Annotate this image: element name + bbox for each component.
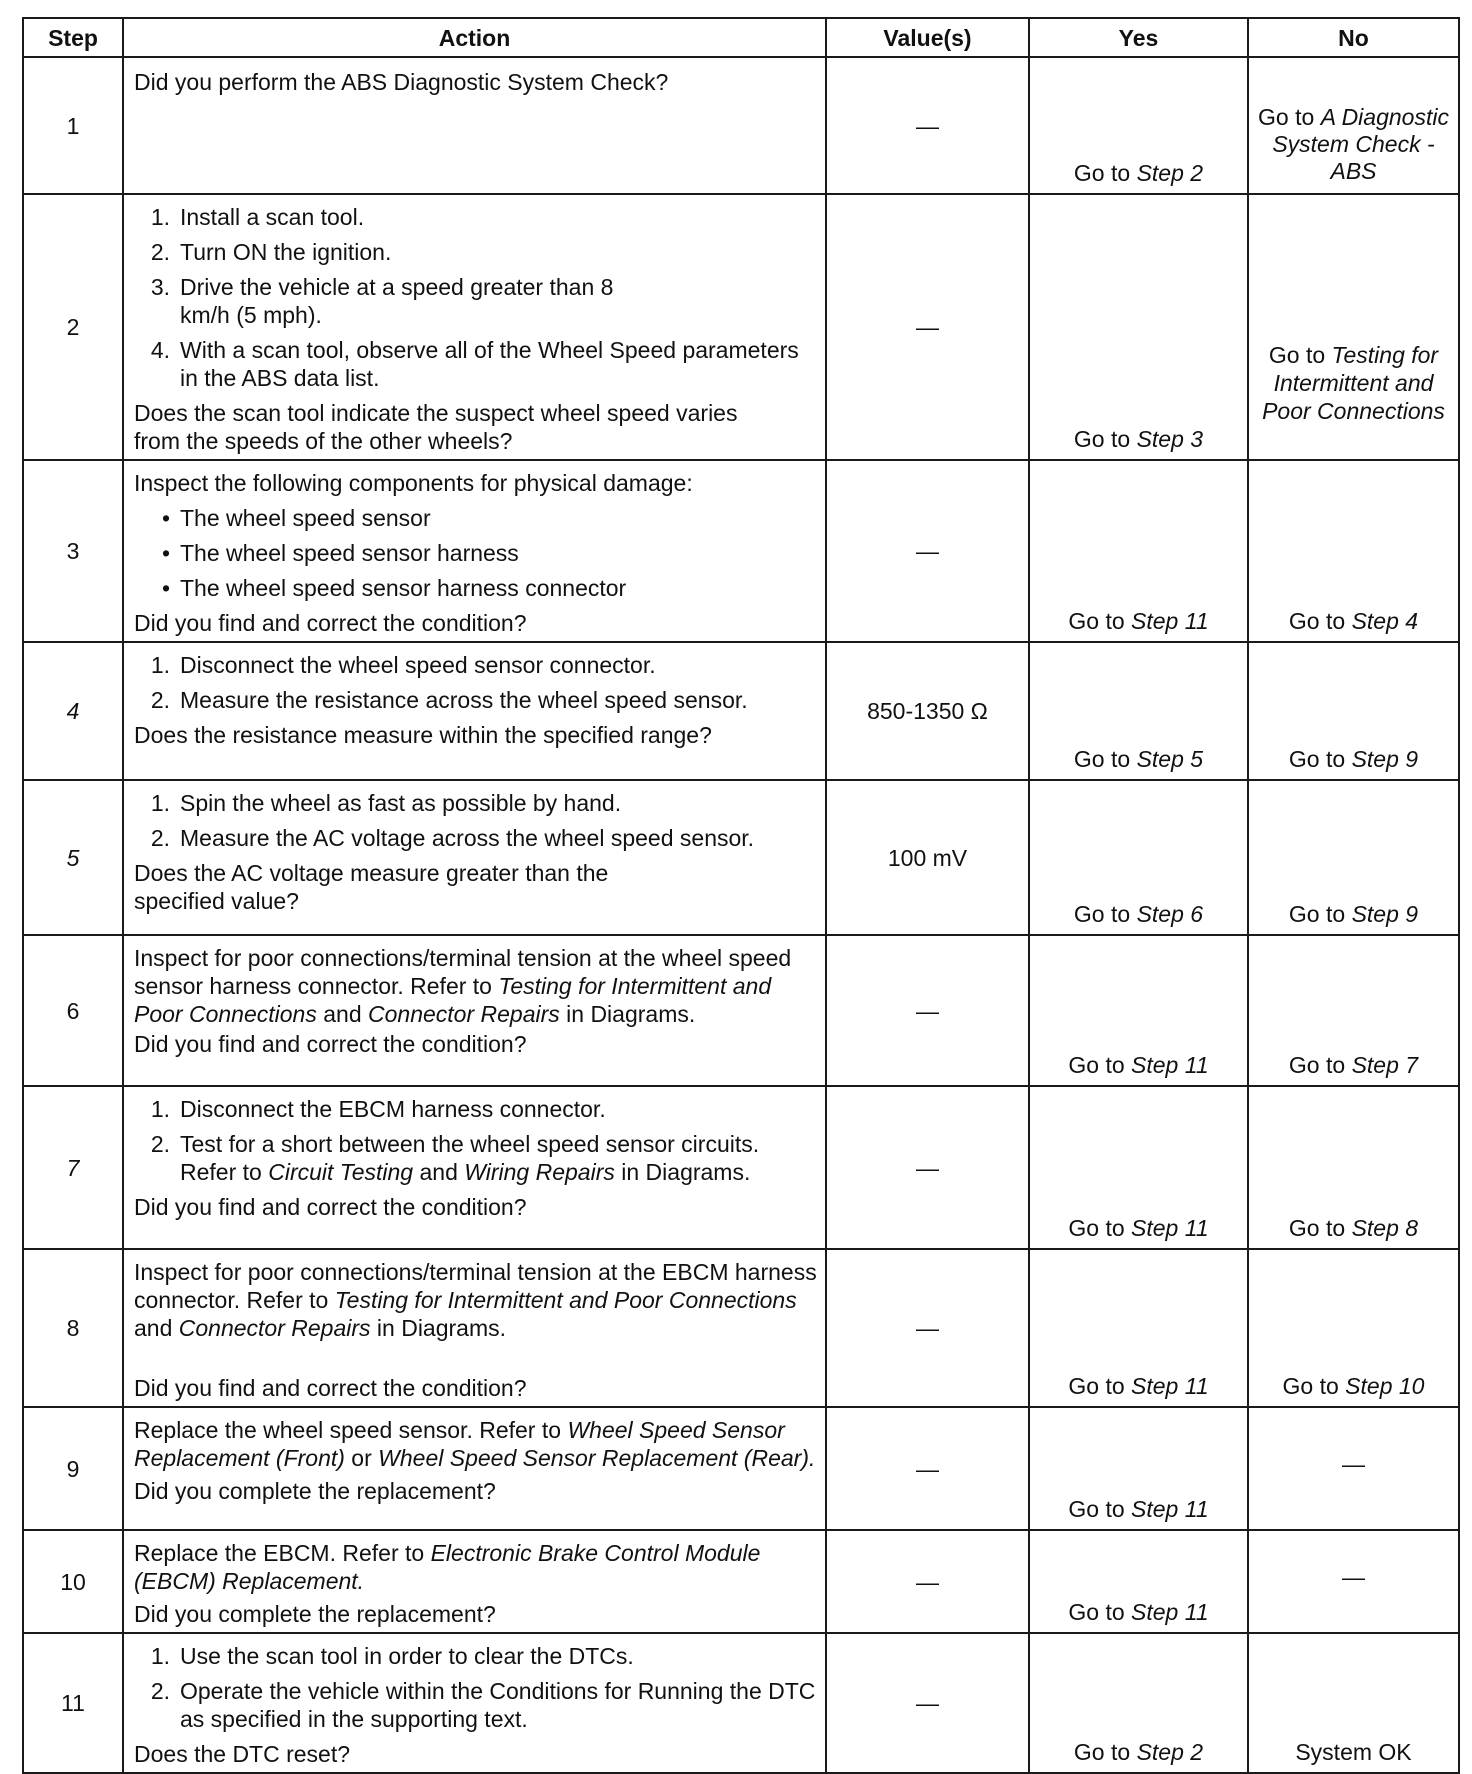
- header-value: Value(s): [826, 18, 1029, 57]
- table-row: [23, 194, 1459, 460]
- list-item: 1. Spin the wheel as fast as possible by hand.: [150, 790, 622, 816]
- yes-link[interactable]: Step 11: [1131, 1496, 1209, 1522]
- yes-prefix: Go to: [1068, 1496, 1132, 1522]
- no-cell: —: [1248, 1407, 1459, 1530]
- action-cell: [123, 1086, 826, 1249]
- action-question: Does the AC voltage measure greater than the specified value?: [134, 860, 609, 914]
- reference-link[interactable]: Circuit Testing: [268, 1159, 414, 1185]
- reference-link[interactable]: Connector Repairs: [178, 1315, 371, 1341]
- reference-link[interactable]: Wiring Repairs: [464, 1159, 615, 1185]
- action-question: Did you find and correct the condition?: [134, 1194, 527, 1220]
- header-row: [23, 18, 1459, 57]
- yes-cell: [1029, 935, 1248, 1086]
- table-row: [23, 780, 1459, 935]
- action-cell: [123, 642, 826, 780]
- list-item: 2. Measure the AC voltage across the wheel speed sensor.: [150, 825, 755, 851]
- yes-link[interactable]: Step 11: [1131, 1052, 1209, 1078]
- value-cell: —: [826, 1249, 1029, 1407]
- value-cell: —: [826, 1407, 1029, 1530]
- yes-link[interactable]: Step 11: [1131, 1215, 1209, 1241]
- reference-link[interactable]: Connector Repairs: [368, 1001, 560, 1027]
- yes-cell: [1029, 1249, 1248, 1407]
- table-row: [23, 1633, 1459, 1773]
- reference-link[interactable]: Testing for Intermittent and Poor Connections: [134, 973, 772, 1027]
- table-row: [23, 1407, 1459, 1530]
- step-number: 6: [23, 935, 123, 1086]
- yes-prefix: Go to: [1073, 901, 1137, 927]
- no-prefix: Go to: [1288, 746, 1352, 772]
- no-cell: [1248, 57, 1459, 194]
- value-cell: —: [826, 1530, 1029, 1633]
- yes-link[interactable]: Step 11: [1131, 608, 1209, 634]
- yes-cell: [1029, 460, 1248, 642]
- list-item: 1. Use the scan tool in order to clear the DTCs.: [150, 1643, 634, 1669]
- list-item: • The wheel speed sensor harness: [161, 540, 519, 566]
- no-link[interactable]: Step 8: [1351, 1215, 1419, 1241]
- value-cell: —: [826, 935, 1029, 1086]
- action-cell: [123, 1633, 826, 1773]
- yes-cell: [1029, 57, 1248, 194]
- no-cell: [1248, 935, 1459, 1086]
- yes-prefix: Go to: [1068, 1599, 1132, 1625]
- action-cell: [123, 194, 826, 460]
- no-prefix: Go to: [1268, 342, 1332, 368]
- yes-link[interactable]: Step 11: [1131, 1373, 1209, 1399]
- value-cell: —: [826, 1086, 1029, 1249]
- no-prefix: Go to: [1282, 1373, 1346, 1399]
- list-item: 4. With a scan tool, observe all of the Wheel Speed parameters in the ABS data list.: [150, 337, 799, 391]
- header-action: Action: [123, 18, 826, 57]
- header-step: Step: [23, 18, 123, 57]
- step-number: 3: [23, 460, 123, 642]
- yes-link[interactable]: Step 2: [1136, 1739, 1204, 1765]
- action-question: Does the DTC reset?: [134, 1741, 351, 1767]
- no-prefix: Go to: [1288, 608, 1352, 634]
- no-prefix: Go to: [1288, 1215, 1352, 1241]
- yes-link[interactable]: Step 2: [1136, 160, 1204, 186]
- no-cell: —: [1248, 1530, 1459, 1633]
- no-cell: [1248, 460, 1459, 642]
- list-item: 3. Drive the vehicle at a speed greater than 8 km/h (5 mph).: [150, 274, 614, 328]
- no-link[interactable]: Testing for Intermittent and Poor Connections: [1262, 342, 1445, 424]
- header-yes: Yes: [1029, 18, 1248, 57]
- action-question: Did you find and correct the condition?: [134, 610, 527, 636]
- action-cell: [123, 935, 826, 1086]
- yes-cell: [1029, 780, 1248, 935]
- reference-link[interactable]: Testing for Intermittent and Poor Connections: [334, 1287, 797, 1313]
- value-cell: 100 mV: [826, 780, 1029, 935]
- no-link[interactable]: A Diagnostic System Check - ABS: [1272, 104, 1449, 184]
- yes-cell: [1029, 1530, 1248, 1633]
- no-prefix: Go to: [1258, 104, 1321, 130]
- no-cell: [1248, 780, 1459, 935]
- table-row: [23, 57, 1459, 194]
- no-cell: [1248, 642, 1459, 780]
- yes-prefix: Go to: [1073, 1739, 1137, 1765]
- no-prefix: Go to: [1288, 901, 1352, 927]
- step-number: 4: [23, 642, 123, 780]
- action-cell: [123, 460, 826, 642]
- no-link[interactable]: Step 10: [1345, 1373, 1425, 1399]
- step-number: 2: [23, 194, 123, 460]
- yes-prefix: Go to: [1073, 746, 1137, 772]
- yes-prefix: Go to: [1073, 426, 1137, 452]
- list-item: 1. Disconnect the EBCM harness connector.: [150, 1096, 606, 1122]
- reference-link[interactable]: Wheel Speed Sensor Replacement (Rear).: [378, 1445, 816, 1471]
- action-text: Replace the EBCM. Refer to Electronic Brake Control Module (EBCM) Replacement.: [134, 1540, 761, 1594]
- step-number: 5: [23, 780, 123, 935]
- table-row: [23, 460, 1459, 642]
- action-intro: Inspect the following components for physical damage:: [134, 470, 693, 496]
- action-question: Did you complete the replacement?: [134, 1601, 496, 1627]
- no-cell: [1248, 1249, 1459, 1407]
- yes-cell: [1029, 1086, 1248, 1249]
- reference-link[interactable]: Electronic Brake Control Module (EBCM) Replacement.: [134, 1540, 761, 1594]
- yes-prefix: Go to: [1068, 608, 1132, 634]
- step-number: 11: [23, 1633, 123, 1773]
- yes-prefix: Go to: [1068, 1215, 1132, 1241]
- action-cell: [123, 57, 826, 194]
- step-number: 9: [23, 1407, 123, 1530]
- list-item: • The wheel speed sensor harness connector: [161, 575, 627, 601]
- table-row: [23, 1086, 1459, 1249]
- action-cell: [123, 780, 826, 935]
- yes-cell: [1029, 1633, 1248, 1773]
- value-cell: —: [826, 194, 1029, 460]
- no-link[interactable]: Step 7: [1351, 1052, 1419, 1078]
- numbered-list: [134, 203, 817, 392]
- action-text: Inspect for poor connections/terminal tension at the wheel speed sensor harness connector. Refer to Testing for Intermittent and Poor Connections and Connector Repairs in Diagrams.: [134, 945, 792, 1027]
- yes-cell: [1029, 1407, 1248, 1530]
- no-link[interactable]: Step 4: [1351, 608, 1419, 634]
- list-item: 2. Test for a short between the wheel speed sensor circuits. Refer to Circuit Testing and Wiring Repairs in Diagrams.: [150, 1131, 760, 1185]
- diagnostic-table: [22, 17, 1460, 1774]
- step-number: 10: [23, 1530, 123, 1633]
- step-number: 8: [23, 1249, 123, 1407]
- yes-link[interactable]: Step 3: [1136, 426, 1204, 452]
- action-cell: [123, 1530, 826, 1633]
- action-question: Did you find and correct the condition?: [134, 1375, 527, 1401]
- list-item: • The wheel speed sensor: [161, 505, 431, 531]
- reference-link[interactable]: Wheel Speed Sensor Replacement (Front): [134, 1417, 785, 1471]
- table-row: [23, 935, 1459, 1086]
- no-link[interactable]: Step 9: [1351, 746, 1419, 772]
- action-question: Did you find and correct the condition?: [134, 1031, 527, 1057]
- value-cell: 850-1350 Ω: [826, 642, 1029, 780]
- action-text: Inspect for poor connections/terminal tension at the EBCM harness connector. Refer to Testing for Intermittent and Poor Connections and Connector Repairs in Diagrams.: [134, 1259, 817, 1341]
- yes-cell: [1029, 642, 1248, 780]
- no-cell: System OK: [1248, 1633, 1459, 1773]
- value-cell: —: [826, 57, 1029, 194]
- action-question: Does the resistance measure within the specified range?: [134, 722, 712, 748]
- yes-link[interactable]: Step 6: [1136, 901, 1204, 927]
- value-cell: —: [826, 1633, 1029, 1773]
- yes-link[interactable]: Step 11: [1131, 1599, 1209, 1625]
- table-row: [23, 1249, 1459, 1407]
- yes-prefix: Go to: [1068, 1373, 1132, 1399]
- step-number: 7: [23, 1086, 123, 1249]
- action-cell: [123, 1249, 826, 1407]
- list-item: 1. Disconnect the wheel speed sensor connector.: [150, 652, 656, 678]
- yes-prefix: Go to: [1068, 1052, 1132, 1078]
- no-cell: [1248, 1086, 1459, 1249]
- list-item: 2. Measure the resistance across the wheel speed sensor.: [150, 687, 748, 713]
- table-row: [23, 642, 1459, 780]
- list-item: 1. Install a scan tool.: [150, 204, 365, 230]
- value-cell: —: [826, 460, 1029, 642]
- list-item: 2. Turn ON the ignition.: [150, 239, 392, 265]
- table-row: [23, 1530, 1459, 1633]
- header-no: No: [1248, 18, 1459, 57]
- action-cell: [123, 1407, 826, 1530]
- step-number: 1: [23, 57, 123, 194]
- yes-link[interactable]: Step 5: [1136, 746, 1204, 772]
- no-link[interactable]: Step 9: [1351, 901, 1419, 927]
- action-text: Replace the wheel speed sensor. Refer to Wheel Speed Sensor Replacement (Front) or Wheel Speed Sensor Replacement (Rear).: [134, 1417, 816, 1471]
- action-question: Did you complete the replacement?: [134, 1478, 496, 1504]
- no-cell: [1248, 194, 1459, 460]
- yes-cell: [1029, 194, 1248, 460]
- action-question: Does the scan tool indicate the suspect wheel speed varies from the speeds of the other wheels?: [134, 400, 738, 454]
- list-item: 2. Operate the vehicle within the Conditions for Running the DTC as specified in the supporting text.: [150, 1678, 816, 1732]
- no-prefix: Go to: [1288, 1052, 1352, 1078]
- yes-prefix: Go to: [1073, 160, 1137, 186]
- action-question: Did you perform the ABS Diagnostic System Check?: [134, 69, 669, 95]
